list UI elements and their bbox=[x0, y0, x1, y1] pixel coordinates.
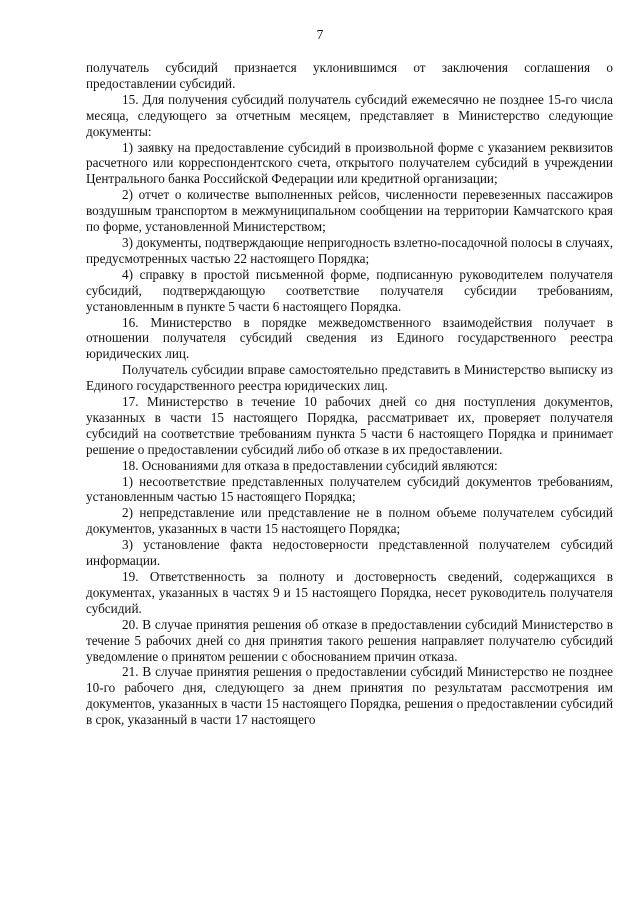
paragraph: 1) заявку на предоставление субсидий в произвольной форме с указанием реквизитов расчетного или корреспондентского счета, открытого получателем субсидий в учреждении Центрального банка Российской Федерации или кредитной организации; bbox=[86, 139, 613, 187]
document-body bbox=[86, 60, 613, 728]
paragraph: 21. В случае принятия решения о предоставлении субсидий Министерство не позднее 10-го рабочего дня, следующего за днем принятия по результатам рассмотрения им документов, указанных в части 15 настоящего Порядка, решения о предоставлении субсидий в срок, указанный в части 17 настоящего bbox=[86, 664, 613, 728]
paragraph: 2) непредставление или представление не в полном объеме получателем субсидий документов, указанных в части 15 настоящего Порядка; bbox=[86, 505, 613, 537]
paragraph: 3) документы, подтверждающие непригодность взлетно-посадочной полосы в случаях, предусмотренных частью 22 настоящего Порядка; bbox=[86, 234, 613, 266]
paragraph: Получатель субсидии вправе самостоятельно представить в Министерство выписку из Единого государственного реестра юридических лиц. bbox=[86, 362, 613, 394]
paragraph: получатель субсидий признается уклонившимся от заключения соглашения о предоставлении субсидий. bbox=[86, 60, 613, 91]
paragraph: 2) отчет о количестве выполненных рейсов, численности перевезенных пассажиров воздушным транспортом в межмуниципальном сообщении на территории Камчатского края по форме, установленной Министерством; bbox=[86, 187, 613, 235]
page-number: 7 bbox=[316, 27, 324, 42]
paragraph: 18. Основаниями для отказа в предоставлении субсидий являются: bbox=[122, 457, 498, 473]
paragraph: 15. Для получения субсидий получатель субсидий ежемесячно не позднее 15-го числа месяца, следующего за отчетным месяцем, представляет в Министерство следующие документы: bbox=[86, 91, 613, 139]
paragraph: 19. Ответственность за полноту и достоверность сведений, содержащихся в документах, указанных в частях 9 и 15 настоящего Порядка, несет руководитель получателя субсидий. bbox=[86, 569, 613, 616]
paragraph: 3) установление факта недостоверности представленной получателем субсидий информации. bbox=[86, 537, 613, 569]
paragraph: 1) несоответствие представленных получателем субсидий документов требованиям, установленным частью 15 настоящего Порядка; bbox=[86, 473, 613, 505]
paragraph: 20. В случае принятия решения об отказе в предоставлении субсидий Министерство в течение 5 рабочих дней со дня принятия такого решения направляет получателю субсидий уведомление о принятом решении с обоснованием причин отказа. bbox=[86, 616, 613, 664]
paragraph: 4) справку в простой письменной форме, подписанную руководителем получателя субсидий, подтверждающую соответствие получателя субсидии требованиям, установленным в пункте 5 части 6 настоящего Порядка. bbox=[86, 266, 613, 314]
paragraph: 17. Министерство в течение 10 рабочих дней со дня поступления документов, указанных в части 15 настоящего Порядка, рассматривает их, проверяет получателя субсидий на соответствие требованиям пункта 5 части 6 настоящего Порядка и принимает решение о предоставлении субсидий либо об отказе в их предоставлении. bbox=[86, 394, 613, 457]
paragraph: 16. Министерство в порядке межведомственного взаимодействия получает в отношении получателя субсидий сведения из Единого государственного реестра юридических лиц. bbox=[86, 314, 613, 362]
